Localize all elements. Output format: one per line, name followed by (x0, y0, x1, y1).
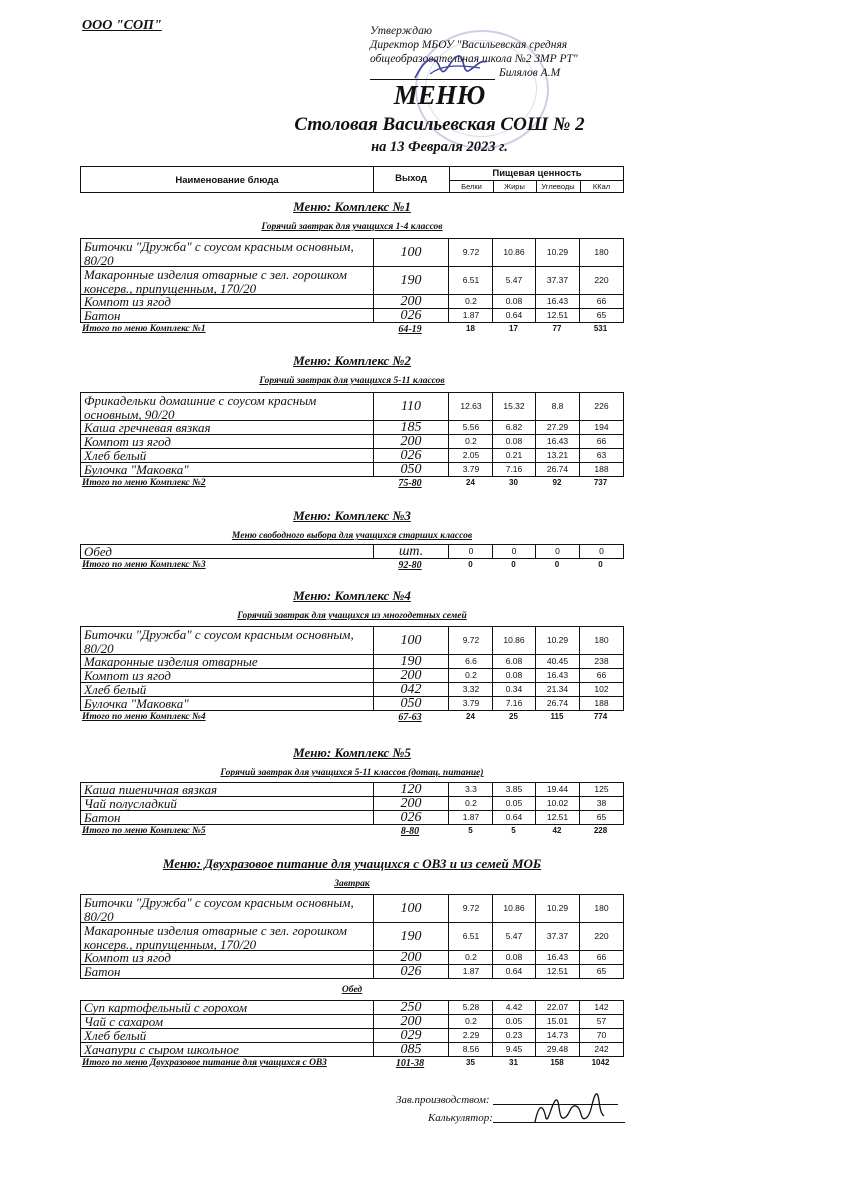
nutrient-c: 19.44 (536, 783, 580, 796)
dish-name: Хлеб белый (84, 1028, 147, 1043)
nutrient-c: 21.34 (536, 683, 580, 696)
dish-name: Макаронные изделия отварные с зел. горошком консерв., припущенным, 170/20 (84, 267, 347, 296)
dish-name: Булочка "Маковка" (84, 462, 189, 477)
dish-output: 200 (373, 951, 449, 964)
nutrient-c: 13.21 (536, 449, 580, 462)
nutrient-k: 57 (596, 1016, 607, 1026)
section-subtitle: Горячий завтрак для учащихся 1-4 классов (261, 222, 443, 232)
nutrient-c: 10.29 (536, 239, 580, 266)
director-signature (410, 48, 490, 84)
nutrient-k: 65 (596, 310, 607, 320)
dish-output: 200 (373, 797, 449, 810)
nutrient-f: 6.08 (493, 655, 536, 668)
section-title: Меню: Комплекс №4 (293, 588, 411, 603)
approval-line-1: Утверждаю (370, 25, 432, 37)
nutrient-k: 38 (596, 798, 607, 808)
menu-row (80, 308, 624, 323)
menu-row (80, 420, 624, 435)
total-k: 774 (593, 712, 608, 721)
section-title: Меню: Комплекс №2 (293, 353, 411, 368)
nutrient-p: 0.2 (450, 797, 493, 810)
total-output: 101-38 (395, 1058, 425, 1069)
menu-row (80, 434, 624, 449)
total-row (80, 712, 624, 724)
header-carbs: Углеводы (536, 181, 581, 193)
nutrient-k: 226 (594, 401, 609, 411)
dish-name: Фрикадельки домашние с соусом красным основным, 90/20 (84, 393, 317, 422)
nutrient-f: 0.64 (493, 965, 536, 978)
nutrient-p: 2.29 (450, 1029, 493, 1042)
dish-output: 185 (373, 421, 449, 434)
nutrient-c: 27.29 (536, 421, 580, 434)
nutrient-c: 0 (536, 545, 580, 558)
menu-date: на 13 Февраля 2023 г. (371, 139, 508, 155)
total-c: 92 (552, 478, 562, 487)
breakfast-label: Завтрак (334, 879, 370, 889)
nutrient-p: 0.2 (450, 951, 493, 964)
footer-production-label: Зав.производством: (396, 1094, 490, 1106)
total-p: 5 (468, 826, 473, 835)
nutrient-k: 194 (594, 422, 609, 432)
dish-name: Каша пшеничная вязкая (84, 782, 218, 797)
nutrient-c: 16.43 (536, 295, 580, 308)
total-f: 30 (509, 478, 518, 487)
dish-name: Батон (84, 964, 121, 979)
dish-output: 200 (373, 435, 449, 448)
total-c: 42 (552, 826, 562, 835)
nutrient-p: 1.87 (450, 965, 493, 978)
dish-name: Батон (84, 308, 121, 323)
menu-row (80, 894, 624, 923)
nutrient-p: 0 (450, 545, 493, 558)
table-header (80, 166, 624, 193)
nutrient-p: 2.05 (450, 449, 493, 462)
total-f: 5 (511, 826, 516, 835)
menu-row (80, 782, 624, 797)
menu-row (80, 392, 624, 421)
total-row (80, 478, 624, 490)
nutrient-k: 188 (594, 698, 609, 708)
nutrient-c: 10.02 (536, 797, 580, 810)
dish-output: 026 (373, 449, 449, 462)
menu-row (80, 462, 624, 477)
dish-output: 085 (373, 1043, 449, 1056)
nutrient-p: 9.72 (450, 895, 493, 922)
nutrient-c: 16.43 (536, 951, 580, 964)
section-subtitle: Горячий завтрак для учащихся из многодетных семей (237, 611, 467, 621)
total-p: 35 (466, 1058, 475, 1067)
nutrient-f: 10.86 (493, 627, 536, 654)
nutrient-c: 15.01 (536, 1015, 580, 1028)
nutrient-c: 16.43 (536, 669, 580, 682)
dish-name: Компот из ягод (84, 668, 171, 683)
total-output: 67-63 (398, 712, 422, 723)
total-label: Итого по меню Комплекс №1 (82, 324, 206, 334)
dish-name: Биточки "Дружба" с соусом красным основным, 80/20 (84, 627, 354, 656)
section-subtitle: Меню свободного выбора для учащихся старших классов (231, 531, 473, 541)
nutrient-f: 6.82 (493, 421, 536, 434)
dish-name: Хлеб белый (84, 448, 147, 463)
nutrient-k: 0 (599, 546, 604, 556)
dish-output: 120 (373, 783, 449, 796)
nutrient-k: 65 (596, 812, 607, 822)
nutrient-k: 188 (594, 464, 609, 474)
nutrient-k: 66 (596, 436, 607, 446)
dish-name: Обед (84, 544, 112, 559)
dish-name: Чай с сахаром (84, 1014, 164, 1029)
dish-name: Компот из ягод (84, 434, 171, 449)
dish-output: 190 (373, 655, 449, 668)
nutrient-f: 0.34 (493, 683, 536, 696)
nutrient-p: 3.79 (450, 697, 493, 710)
dish-output: 250 (373, 1001, 449, 1014)
nutrient-f: 4.42 (493, 1001, 536, 1014)
nutrient-k: 102 (594, 684, 609, 694)
nutrient-f: 9.45 (493, 1043, 536, 1056)
nutrient-p: 5.28 (450, 1001, 493, 1014)
nutrient-p: 3.32 (450, 683, 493, 696)
nutrient-c: 29.48 (536, 1043, 580, 1056)
dish-name: Макаронные изделия отварные (84, 654, 258, 669)
nutrient-p: 0.2 (450, 669, 493, 682)
menu-row (80, 682, 624, 697)
menu-row (80, 294, 624, 309)
dish-output: 026 (373, 309, 449, 322)
nutrient-k: 220 (594, 931, 609, 941)
page-title: МЕНЮ (393, 80, 486, 110)
nutrient-k: 70 (596, 1030, 607, 1040)
combo-title: Меню: Двухразовое питание для учащихся с ОВЗ и из семей МОБ (162, 856, 542, 871)
menu-row (80, 796, 624, 811)
dish-output: 026 (373, 965, 449, 978)
dish-output: 110 (373, 393, 449, 420)
nutrient-f: 3.85 (493, 783, 536, 796)
nutrient-c: 37.37 (536, 267, 580, 294)
total-f: 0 (511, 560, 516, 569)
total-c: 158 (550, 1058, 564, 1067)
nutrient-p: 5.56 (450, 421, 493, 434)
menu-row (80, 922, 624, 951)
nutrient-c: 14.73 (536, 1029, 580, 1042)
nutrient-f: 10.86 (493, 895, 536, 922)
nutrient-p: 6.51 (450, 923, 493, 950)
nutrient-p: 1.87 (450, 811, 493, 824)
menu-row (80, 1000, 624, 1015)
nutrient-p: 9.72 (450, 239, 493, 266)
nutrient-p: 0.2 (450, 1015, 493, 1028)
total-p: 24 (466, 478, 475, 487)
total-label: Итого по меню Комплекс №5 (82, 826, 206, 836)
section-title: Меню: Комплекс №5 (293, 745, 411, 760)
nutrient-p: 3.3 (450, 783, 493, 796)
nutrient-c: 12.51 (536, 965, 580, 978)
page-subtitle: Столовая Васильевская СОШ № 2 (294, 114, 585, 135)
nutrient-f: 5.47 (493, 923, 536, 950)
header-kcal: ККал (592, 182, 611, 191)
footer-calculator-label: Калькулятор: (428, 1112, 493, 1124)
menu-row (80, 448, 624, 463)
nutrient-f: 0.21 (493, 449, 536, 462)
nutrient-c: 26.74 (536, 463, 580, 476)
nutrient-f: 0.23 (493, 1029, 536, 1042)
dish-output: 042 (373, 683, 449, 696)
nutrient-f: 0.05 (493, 1015, 536, 1028)
total-output: 8-80 (400, 826, 420, 837)
menu-row (80, 544, 624, 559)
header-dish-name: Наименование блюда (81, 167, 374, 192)
menu-row (80, 668, 624, 683)
dish-output: 200 (373, 1015, 449, 1028)
dish-output: 200 (373, 669, 449, 682)
total-output: 92-80 (398, 560, 422, 571)
nutrient-f: 10.86 (493, 239, 536, 266)
dish-output: 190 (373, 923, 449, 950)
dish-name: Каша гречневая вязкая (84, 420, 211, 435)
dish-output: 100 (373, 627, 449, 654)
dish-name: Чай полусладкий (84, 796, 177, 811)
dish-output: 100 (373, 895, 449, 922)
section-subtitle: Горячий завтрак для учащихся 5-11 классов (259, 376, 445, 386)
header-fats: Жиры (493, 181, 537, 193)
dish-name: Булочка "Маковка" (84, 696, 189, 711)
header-output: Выход (373, 167, 450, 192)
total-c: 77 (552, 324, 562, 333)
total-row (80, 826, 624, 838)
nutrient-f: 0.08 (493, 435, 536, 448)
total-p: 18 (466, 324, 475, 333)
total-row (80, 324, 624, 336)
dish-output: 026 (373, 811, 449, 824)
header-nutrition: Пищевая ценность (450, 167, 624, 181)
nutrient-p: 3.79 (450, 463, 493, 476)
nutrient-c: 10.29 (536, 627, 580, 654)
nutrient-k: 180 (594, 247, 609, 257)
nutrient-c: 22.07 (536, 1001, 580, 1014)
nutrient-c: 10.29 (536, 895, 580, 922)
dish-output: 029 (373, 1029, 449, 1042)
menu-row (80, 810, 624, 825)
total-label: Итого по меню Двухразовое питание для учащихся с ОВЗ (82, 1058, 327, 1068)
calculator-signature (530, 1088, 610, 1130)
nutrient-c: 16.43 (536, 435, 580, 448)
total-label: Итого по меню Комплекс №3 (82, 560, 206, 570)
nutrient-f: 5.47 (493, 267, 536, 294)
nutrient-f: 15.32 (493, 393, 536, 420)
dish-output: 050 (373, 463, 449, 476)
nutrient-c: 26.74 (536, 697, 580, 710)
menu-row (80, 238, 624, 267)
nutrient-f: 0.08 (493, 669, 536, 682)
nutrient-k: 66 (596, 670, 607, 680)
total-k: 1042 (591, 1058, 610, 1067)
nutrient-k: 66 (596, 952, 607, 962)
nutrient-f: 7.16 (493, 697, 536, 710)
nutrient-f: 0.08 (493, 295, 536, 308)
nutrient-k: 65 (596, 966, 607, 976)
total-c: 115 (550, 712, 564, 721)
organization-name: ООО "СОП" (82, 18, 162, 33)
header-proteins: Белки (450, 181, 494, 193)
nutrient-k: 63 (596, 450, 607, 460)
dish-name: Хлеб белый (84, 682, 147, 697)
nutrient-c: 37.37 (536, 923, 580, 950)
nutrient-c: 40.45 (536, 655, 580, 668)
nutrient-f: 0.05 (493, 797, 536, 810)
total-row (80, 560, 624, 572)
section-title: Меню: Комплекс №3 (293, 508, 411, 523)
dish-name: Биточки "Дружба" с соусом красным основным, 80/20 (84, 239, 354, 268)
nutrient-k: 220 (594, 275, 609, 285)
total-c: 0 (554, 560, 560, 569)
nutrient-f: 0.64 (493, 309, 536, 322)
nutrient-p: 1.87 (450, 309, 493, 322)
total-f: 17 (509, 324, 518, 333)
total-p: 0 (468, 560, 473, 569)
nutrient-f: 0.64 (493, 811, 536, 824)
total-label: Итого по меню Комплекс №4 (82, 712, 206, 722)
nutrient-f: 7.16 (493, 463, 536, 476)
total-f: 31 (509, 1058, 518, 1067)
total-p: 24 (466, 712, 475, 721)
dish-name: Компот из ягод (84, 294, 171, 309)
lunch-label: Обед (341, 985, 363, 995)
nutrient-f: 0 (493, 545, 536, 558)
menu-row (80, 696, 624, 711)
menu-row (80, 950, 624, 965)
section-title: Меню: Комплекс №1 (293, 199, 411, 214)
total-output: 64-19 (398, 324, 422, 335)
total-k: 531 (593, 324, 608, 333)
total-k: 737 (593, 478, 608, 487)
dish-name: Хачапури с сыром школьное (84, 1042, 239, 1057)
dish-output: 190 (373, 267, 449, 294)
dish-output: 100 (373, 239, 449, 266)
nutrient-c: 8.8 (536, 393, 580, 420)
nutrient-c: 12.51 (536, 309, 580, 322)
menu-row (80, 964, 624, 979)
dish-name: Макаронные изделия отварные с зел. горошком консерв., припущенным, 170/20 (84, 923, 347, 952)
total-label: Итого по меню Комплекс №2 (82, 478, 206, 488)
nutrient-p: 12.63 (450, 393, 493, 420)
menu-row (80, 626, 624, 655)
menu-row (80, 1028, 624, 1043)
menu-row (80, 654, 624, 669)
nutrient-p: 0.2 (450, 435, 493, 448)
nutrient-c: 12.51 (536, 811, 580, 824)
nutrient-p: 6.51 (450, 267, 493, 294)
nutrient-k: 125 (594, 784, 609, 794)
dish-name: Батон (84, 810, 121, 825)
dish-name: Суп картофельный с горохом (84, 1000, 248, 1015)
menu-row (80, 266, 624, 295)
nutrient-k: 238 (594, 656, 609, 666)
nutrient-f: 0.08 (493, 951, 536, 964)
approval-line-3: общеобразовательная школа №2 ЗМР РТ" (370, 53, 578, 65)
dish-name: Компот из ягод (84, 950, 171, 965)
nutrient-p: 0.2 (450, 295, 493, 308)
approval-signer: Билялов А.М (499, 67, 561, 79)
total-f: 25 (509, 712, 518, 721)
dish-output: шт. (373, 545, 449, 558)
approval-line-2: Директор МБОУ "Васильевская средняя (370, 39, 568, 51)
total-k: 0 (598, 560, 603, 569)
menu-row (80, 1042, 624, 1057)
nutrient-k: 142 (594, 1002, 609, 1012)
total-output: 75-80 (398, 478, 422, 489)
nutrient-k: 180 (594, 903, 609, 913)
menu-row (80, 1014, 624, 1029)
nutrient-p: 8.56 (450, 1043, 493, 1056)
dish-output: 050 (373, 697, 449, 710)
total-row (80, 1058, 624, 1070)
nutrient-p: 6.6 (450, 655, 493, 668)
dish-name: Биточки "Дружба" с соусом красным основным, 80/20 (84, 895, 354, 924)
dish-output: 200 (373, 295, 449, 308)
nutrient-k: 242 (594, 1044, 609, 1054)
nutrient-k: 180 (594, 635, 609, 645)
nutrient-k: 66 (596, 296, 607, 306)
nutrient-p: 9.72 (450, 627, 493, 654)
total-k: 228 (593, 826, 608, 835)
section-subtitle: Горячий завтрак для учащихся 5-11 классов (дотац. питание) (220, 768, 484, 778)
